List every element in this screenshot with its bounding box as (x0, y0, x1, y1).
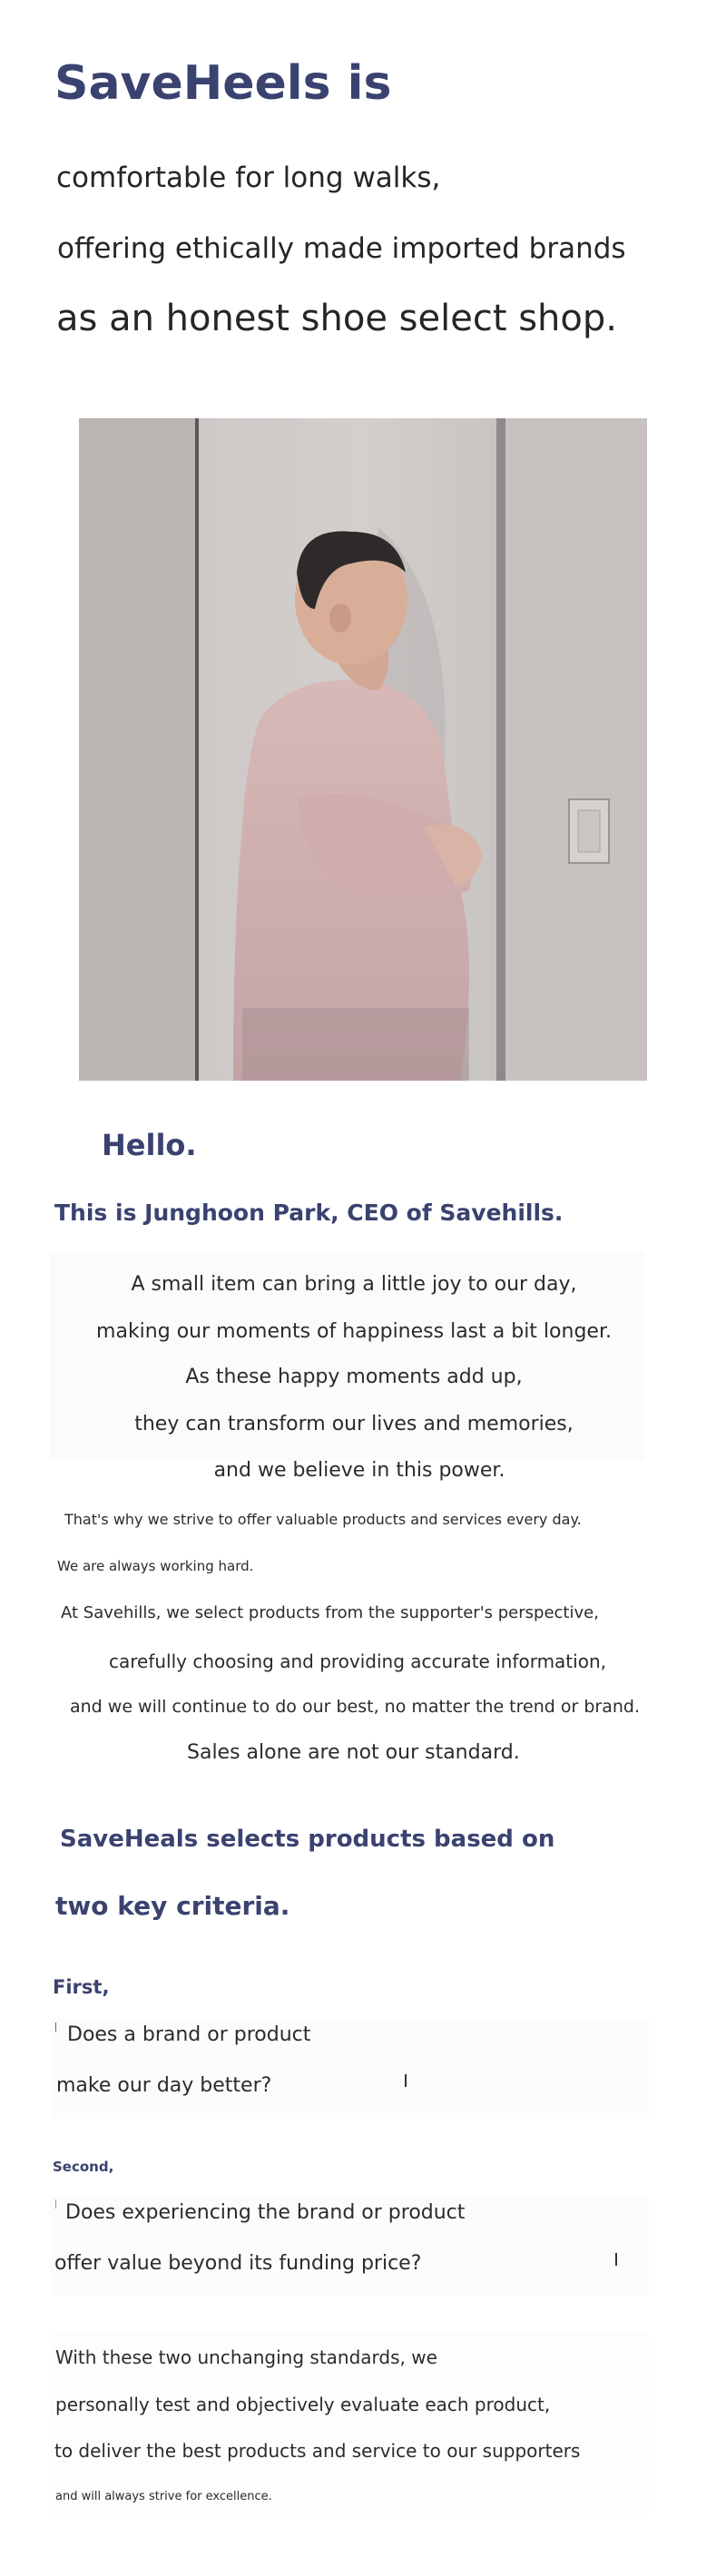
first-question-line-1: Does a brand or product (67, 2023, 311, 2046)
message-line-5: and we believe in this power. (213, 1459, 505, 1482)
message-med-3: and we will continue to do our best, no matter the trend or brand. (70, 1697, 640, 1717)
ceo-photo (79, 418, 647, 1081)
quote-mark-close (405, 2074, 407, 2087)
hello-heading: Hello. (102, 1128, 197, 1162)
message-med-1: At Savehills, we select products from the supporter's perspective, (61, 1603, 599, 1622)
message-small-1: That's why we strive to offer valuable products and services every day. (64, 1511, 582, 1528)
intro-line-3: as an honest shoe select shop. (56, 298, 617, 339)
second-label: Second, (53, 2159, 114, 2175)
message-med-4: Sales alone are not our standard. (187, 1741, 520, 1764)
ceo-introduction: This is Junghoon Park, CEO of Savehills. (54, 1200, 564, 1226)
message-line-1: A small item can bring a little joy to our day, (131, 1273, 577, 1296)
message-med-2: carefully choosing and providing accurate information, (109, 1650, 606, 1672)
message-small-2: We are always working hard. (57, 1558, 254, 1574)
second-question-line-1: Does experiencing the brand or product (65, 2201, 466, 2224)
first-question-line-2: make our day better? (56, 2074, 272, 2097)
intro-line-2: offering ethically made imported brands (57, 232, 626, 265)
criteria-heading-1: SaveHeals selects products based on (60, 1826, 555, 1853)
quote-mark-open (55, 2199, 56, 2209)
first-label: First, (53, 1976, 110, 1998)
closing-line-3: to deliver the best products and service to our supporters (54, 2440, 581, 2462)
quote-mark-open (55, 2023, 56, 2032)
page-title: SaveHeels is (54, 56, 392, 111)
closing-line-4: and will always strive for excellence. (55, 2490, 272, 2503)
criteria-heading-2: two key criteria. (55, 1891, 290, 1921)
message-line-3: As these happy moments add up, (185, 1366, 523, 1388)
message-line-4: they can transform our lives and memories, (134, 1413, 574, 1435)
closing-line-2: personally test and objectively evaluate each product, (55, 2394, 551, 2415)
quote-mark-close (615, 2253, 617, 2266)
intro-line-1: comfortable for long walks, (56, 162, 441, 194)
second-question-line-2: offer value beyond its funding price? (54, 2252, 422, 2275)
message-line-2: making our moments of happiness last a bit longer. (96, 1320, 612, 1343)
closing-line-1: With these two unchanging standards, we (55, 2346, 437, 2368)
